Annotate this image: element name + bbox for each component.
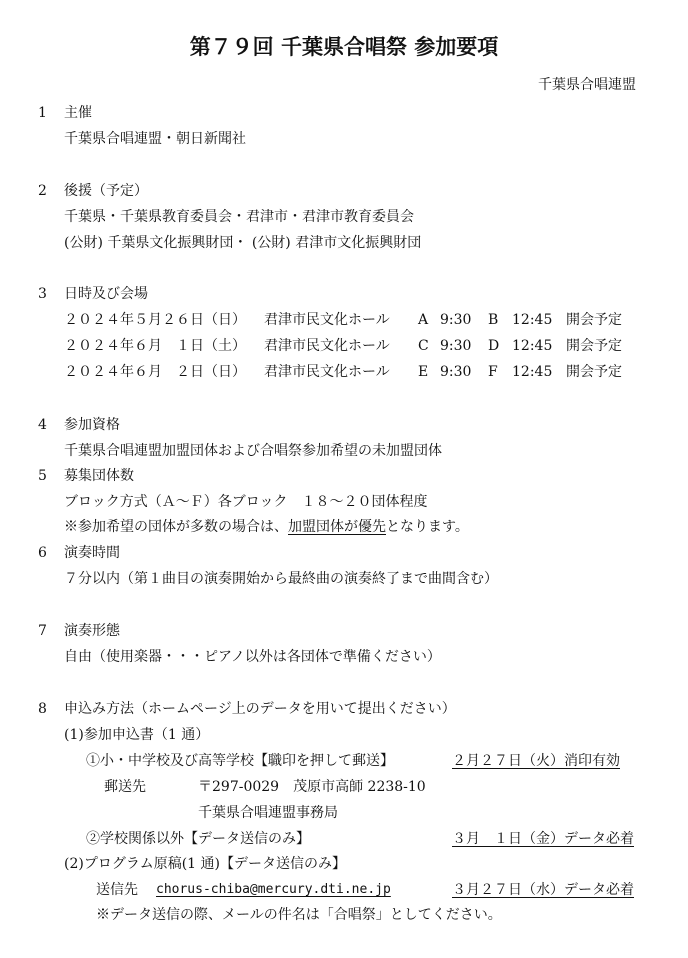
- mail-office: 千葉県合唱連盟事務局: [198, 805, 338, 821]
- page-title: 第７９回 千葉県合唱祭 参加要項: [189, 35, 499, 59]
- application-item-1-deadline: ２月２７日（火）消印有効: [452, 753, 620, 769]
- section-7-text: 自由（使用楽器・・・ピアノ以外は各団体で準備ください）: [64, 649, 441, 665]
- time-1: 9:30: [440, 364, 472, 380]
- block-1: E: [418, 364, 429, 380]
- schedule-venue: 君津市民文化ホール: [264, 338, 390, 354]
- section-1-number: 1: [38, 105, 47, 121]
- issuer: 千葉県合唱連盟: [538, 77, 636, 93]
- application-item-1: ①小・中学校及び高等学校【職印を押して郵送】: [86, 753, 394, 769]
- send-label: 送信先: [96, 882, 138, 898]
- block-1: C: [418, 338, 429, 354]
- section-4-number: 4: [38, 417, 47, 433]
- time-1: 9:30: [440, 312, 472, 328]
- time-1: 9:30: [440, 338, 472, 354]
- mail-label: 郵送先: [104, 779, 146, 795]
- priority-note-prefix: ※参加希望の団体が多数の場合は、: [64, 519, 288, 535]
- mail-address: 〒297-0029 茂原市高師 2238-10: [198, 779, 426, 795]
- subsection-1-heading: (1)参加申込書（1 通）: [64, 727, 210, 743]
- application-item-2-deadline: ３月 １日（金）データ必着: [452, 831, 634, 847]
- section-6-number: 6: [38, 545, 47, 561]
- time-2: 12:45: [512, 364, 553, 380]
- section-3-heading: 日時及び会場: [64, 286, 148, 302]
- section-6-heading: 演奏時間: [64, 545, 120, 561]
- section-5-line-1: ブロック方式（Ａ～Ｆ）各ブロック １８～２０団体程度: [64, 494, 428, 510]
- subsection-2-heading: (2)プログラム原稿(1 通)【データ送信のみ】: [64, 856, 346, 872]
- schedule-date: ２０２４年５月２６日（日）: [64, 312, 246, 328]
- priority-note-suffix: となります。: [386, 519, 469, 535]
- block-2: D: [488, 338, 500, 354]
- time-2: 12:45: [512, 312, 553, 328]
- section-2-line-2: (公財) 千葉県文化振興財団・ (公財) 君津市文化振興財団: [64, 235, 422, 251]
- schedule-date: ２０２４年６月 ２日（日）: [64, 364, 246, 380]
- section-2-line-1: 千葉県・千葉県教育委員会・君津市・君津市教育委員会: [64, 209, 414, 225]
- application-item-2: ②学校関係以外【データ送信のみ】: [86, 831, 310, 847]
- priority-note-emphasis: 加盟団体が優先: [288, 519, 386, 535]
- schedule-date: ２０２４年６月 １日（土）: [64, 338, 246, 354]
- section-5-heading: 募集団体数: [64, 468, 134, 484]
- section-3-number: 3: [38, 286, 47, 302]
- section-2-heading: 後援（予定）: [64, 183, 148, 199]
- section-1-heading: 主催: [64, 105, 92, 121]
- block-2: F: [488, 364, 498, 380]
- block-2: B: [488, 312, 499, 328]
- block-1: A: [418, 312, 429, 328]
- section-5-number: 5: [38, 468, 47, 484]
- section-4-text: 千葉県合唱連盟加盟団体および合唱祭参加希望の未加盟団体: [64, 443, 442, 459]
- schedule-venue: 君津市民文化ホール: [264, 312, 390, 328]
- schedule-venue: 君津市民文化ホール: [264, 364, 390, 380]
- submission-email[interactable]: chorus-chiba@mercury.dti.ne.jp: [156, 882, 391, 897]
- section-5-line-2: [64, 518, 469, 536]
- section-6-text: ７分以内（第１曲目の演奏開始から最終曲の演奏終了まで曲間含む）: [64, 571, 498, 587]
- section-2-number: 2: [38, 183, 47, 199]
- section-4-heading: 参加資格: [64, 417, 120, 433]
- subject-note: ※データ送信の際、メールの件名は「合唱祭」としてください。: [96, 907, 502, 923]
- schedule-note: 開会予定: [566, 364, 622, 380]
- section-8-heading: 申込み方法（ホームページ上のデータを用いて提出ください）: [64, 701, 456, 717]
- section-8-number: 8: [38, 701, 47, 717]
- time-2: 12:45: [512, 338, 553, 354]
- section-1-text: 千葉県合唱連盟・朝日新聞社: [64, 131, 246, 147]
- schedule-note: 開会予定: [566, 338, 622, 354]
- section-7-heading: 演奏形態: [64, 623, 120, 639]
- schedule-note: 開会予定: [566, 312, 622, 328]
- section-7-number: 7: [38, 623, 47, 639]
- subsection-2-deadline: ３月２７日（水）データ必着: [452, 882, 634, 898]
